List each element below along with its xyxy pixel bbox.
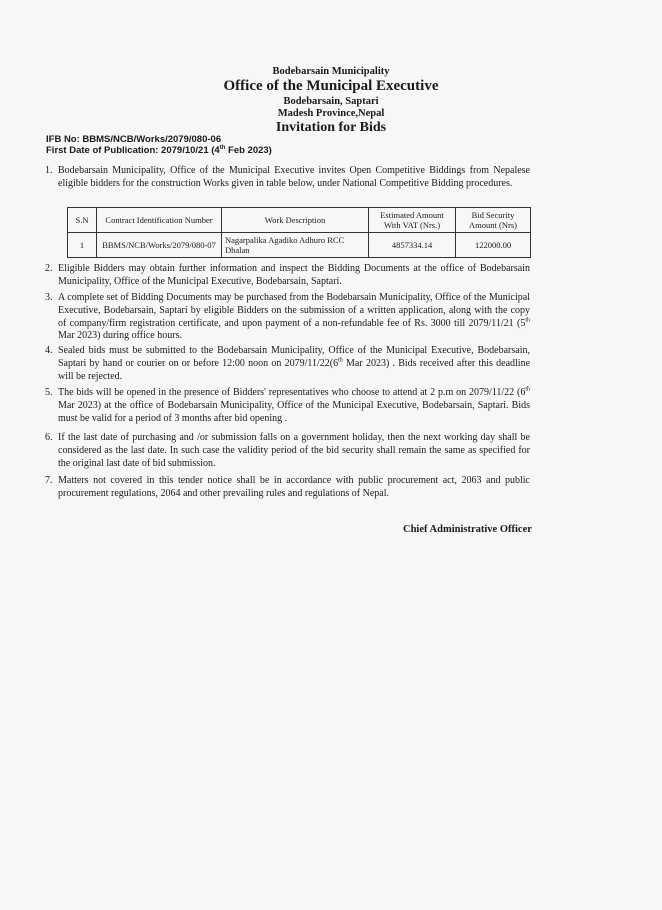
header-work-description: Work Description — [222, 208, 369, 233]
paragraph-sup: th — [338, 357, 343, 364]
ifb-number: IFB No: BBMS/NCB/Works/2079/080-06 — [46, 134, 222, 145]
paragraph-sup: th — [525, 317, 530, 324]
signature-title: Chief Administrative Officer — [403, 524, 532, 535]
publication-date-prefix: First Date of Publication: 2079/10/21 (4 — [46, 145, 220, 156]
paragraph-3 — [45, 292, 530, 343]
paragraph-text: Matters not covered in this tender notice shall be in accordance with public procurement act, 2063 and public procurement regulations, 2064 and other prevailing rules and regulations of Nepal. — [58, 475, 530, 499]
paragraph-text-b: Mar 2023) at the office of Bodebarsain Municipality, Office of the Municipal Executive, Bodebarsain, Saptari. Bids must be valid for a period of 3 months after bid opening . — [58, 399, 530, 424]
cell-estimated-amount: 4857334.14 — [369, 233, 456, 258]
header-estimated-amount: Estimated Amount With VAT (Nrs.) — [369, 208, 456, 233]
cell-sn: 1 — [68, 233, 97, 258]
paragraph-text-a: Sealed bids must be submitted to the Bodebarsain Municipality, Office of the Municipal Executive, Bodebarsain, Saptari by hand or courier on or before 12:00 noon on 2079/11/22(6 — [58, 345, 530, 369]
paragraph-5 — [45, 386, 530, 425]
paragraph-1 — [45, 165, 530, 191]
paragraph-number: 2. — [45, 263, 53, 274]
paragraph-text-a: The bids will be opened in the presence of Bidders' representatives who choose to attend at 2 p.m on 2079/11/22 (6 — [58, 387, 526, 398]
header-bid-security: Bid Security Amount (Nrs) — [456, 208, 531, 233]
cell-work-description: Nagarpalika Agadiko Adhuro RCC Dhalan — [222, 233, 369, 258]
notice-title: Invitation for Bids — [275, 120, 387, 135]
paragraph-text-b: Mar 2023) during office hours. — [58, 330, 182, 342]
bids-table — [67, 207, 531, 258]
paragraph-2 — [45, 263, 530, 289]
paragraph-number: 5. — [45, 387, 53, 398]
paragraph-number: 4. — [45, 345, 53, 356]
paragraph-text: If the last date of purchasing and /or submission falls on a government holiday, then the next working day shall be considered as the last date. In such case the validity period of the bid security shall remain the same as specified for the original last date of bid submission. — [58, 432, 530, 469]
paragraph-text: Eligible Bidders may obtain further information and inspect the Bidding Documents at the office of Bodebarsain Municipality, Office of the Municipal Executive, Bodebarsain, Saptari. — [58, 263, 530, 287]
paragraph-number: 1. — [45, 165, 53, 176]
paragraph-text-a: A complete set of Bidding Documents may be purchased from the Bodebarsain Municipality, Office of the Municipal Executive, Bodebarsain, Saptari by eligible Bidders on the submission of a written application, along with the copy of company/firm registration certificate, and upon payment of a non-refundable fee of Rs. 3000 till 2079/11/21 (5 — [58, 292, 530, 329]
paragraph-number: 6. — [45, 432, 53, 443]
header-contract-id: Contract Identification Number — [97, 208, 222, 233]
paragraph-text-b: Mar 2023) . Bids received after this deadline will be rejected. — [58, 357, 531, 382]
municipality-name: Bodebarsain Municipality — [272, 66, 390, 77]
publication-date-sup: th — [219, 144, 226, 151]
office-title: Office of the Municipal Executive — [223, 78, 439, 94]
paragraph-number: 7. — [45, 475, 53, 486]
table-header-row — [68, 208, 531, 233]
publication-date — [46, 145, 272, 156]
paragraph-7 — [45, 475, 530, 501]
paragraph-text: Bodebarsain Municipality, Office of the Municipal Executive invites Open Competitive Biddings from Nepalese eligible bidders for the construction Works given in table below, under National Competitive Bidding procedures. — [58, 165, 530, 189]
header-sn: S.N — [68, 208, 97, 233]
table-row — [68, 233, 531, 258]
paragraph-4 — [45, 345, 531, 383]
address-line-2: Madesh Province,Nepal — [277, 108, 385, 119]
paragraph-number: 3. — [45, 292, 53, 303]
paragraph-sup: th — [525, 386, 530, 393]
address-line-1: Bodebarsain, Saptari — [283, 96, 379, 107]
cell-contract-id: BBMS/NCB/Works/2079/080-07 — [97, 233, 222, 258]
cell-bid-security: 122000.00 — [456, 233, 531, 258]
paragraph-6 — [45, 432, 530, 470]
publication-date-suffix: Feb 2023) — [225, 145, 272, 156]
